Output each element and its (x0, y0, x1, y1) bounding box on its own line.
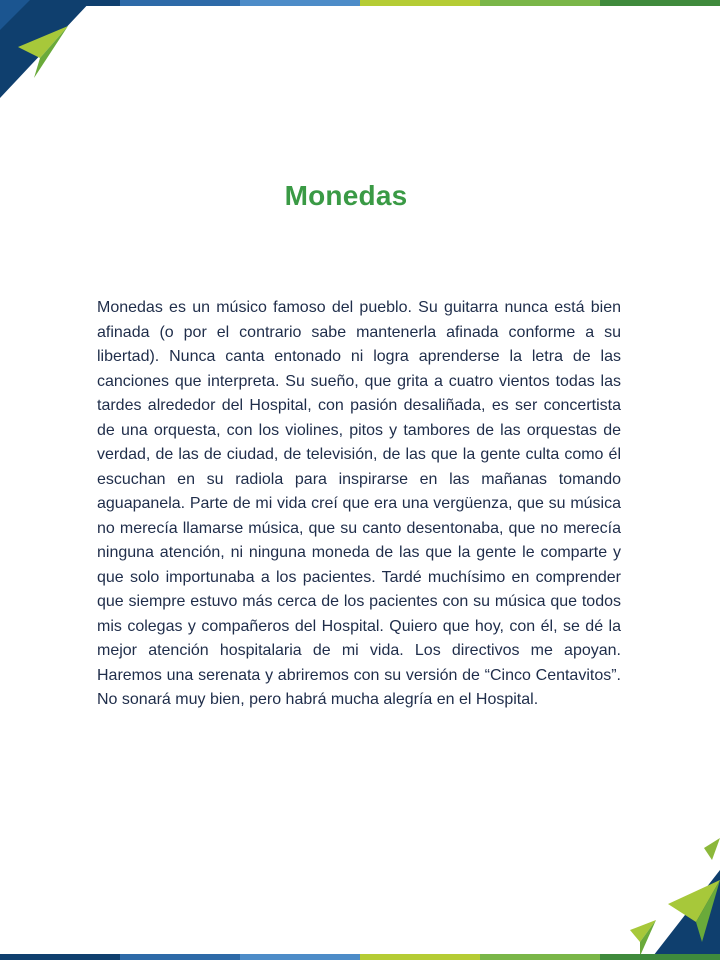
page-title: Monedas (284, 180, 408, 211)
stripe-segment-navy (0, 954, 120, 960)
paper-plane-corner-icon (0, 0, 100, 100)
stripe-segment-blue (120, 0, 240, 6)
stripe-segment-lime (360, 954, 480, 960)
paper-plane-corner-icon (610, 830, 720, 960)
stripe-segment-lightblue (240, 0, 360, 6)
stripe-segment-green (480, 954, 600, 960)
body-paragraph: Monedas es un músico famoso del pueblo. Su guitarra nunca está bien afinada (o por el contrario sabe mantenerla afinada conforme a su libertad). Nunca canta entonado ni logra aprenderse la letra de las canciones que interpreta. Su sueño, que grita a cuatro vientos todas las tardes alrededor del Hospital, con pasión desaliñada, es ser concertista de una orquesta, con los violines, pitos y tambores de las orquestas de verdad, de las de ciudad, de televisión, de las que la gente culta como él escuchan en su radiola para inspirarse en las mañanas tomando aguapanela. Parte de mi vida creí que era una vergüenza, que su música no merecía llamarse música, que su canto desentonaba, que no merecía ninguna atención, ni ninguna moneda de las que la gente le comparte y que solo importunaba a los pacientes. Tardé muchísimo en comprender que siempre estuvo más cerca de los pacientes con su música que todos mis colegas y compañeros del Hospital. Quiero que hoy, con él, se dé la mejor atención hospitalaria de mi vida. Los directivos me apoyan. Haremos una serenata y abriremos con su versión de “Cinco Centavitos”. No sonará muy bien, pero habrá mucha alegría en el Hospital. (97, 299, 621, 708)
stripe-segment-lightblue (240, 954, 360, 960)
stripe-segment-lime (360, 0, 480, 6)
stripe-segment-blue (120, 954, 240, 960)
top-color-stripe (0, 0, 720, 6)
stripe-segment-darkgreen (600, 0, 720, 6)
bottom-color-stripe (0, 954, 720, 960)
stripe-segment-darkgreen (600, 954, 720, 960)
stripe-segment-green (480, 0, 600, 6)
